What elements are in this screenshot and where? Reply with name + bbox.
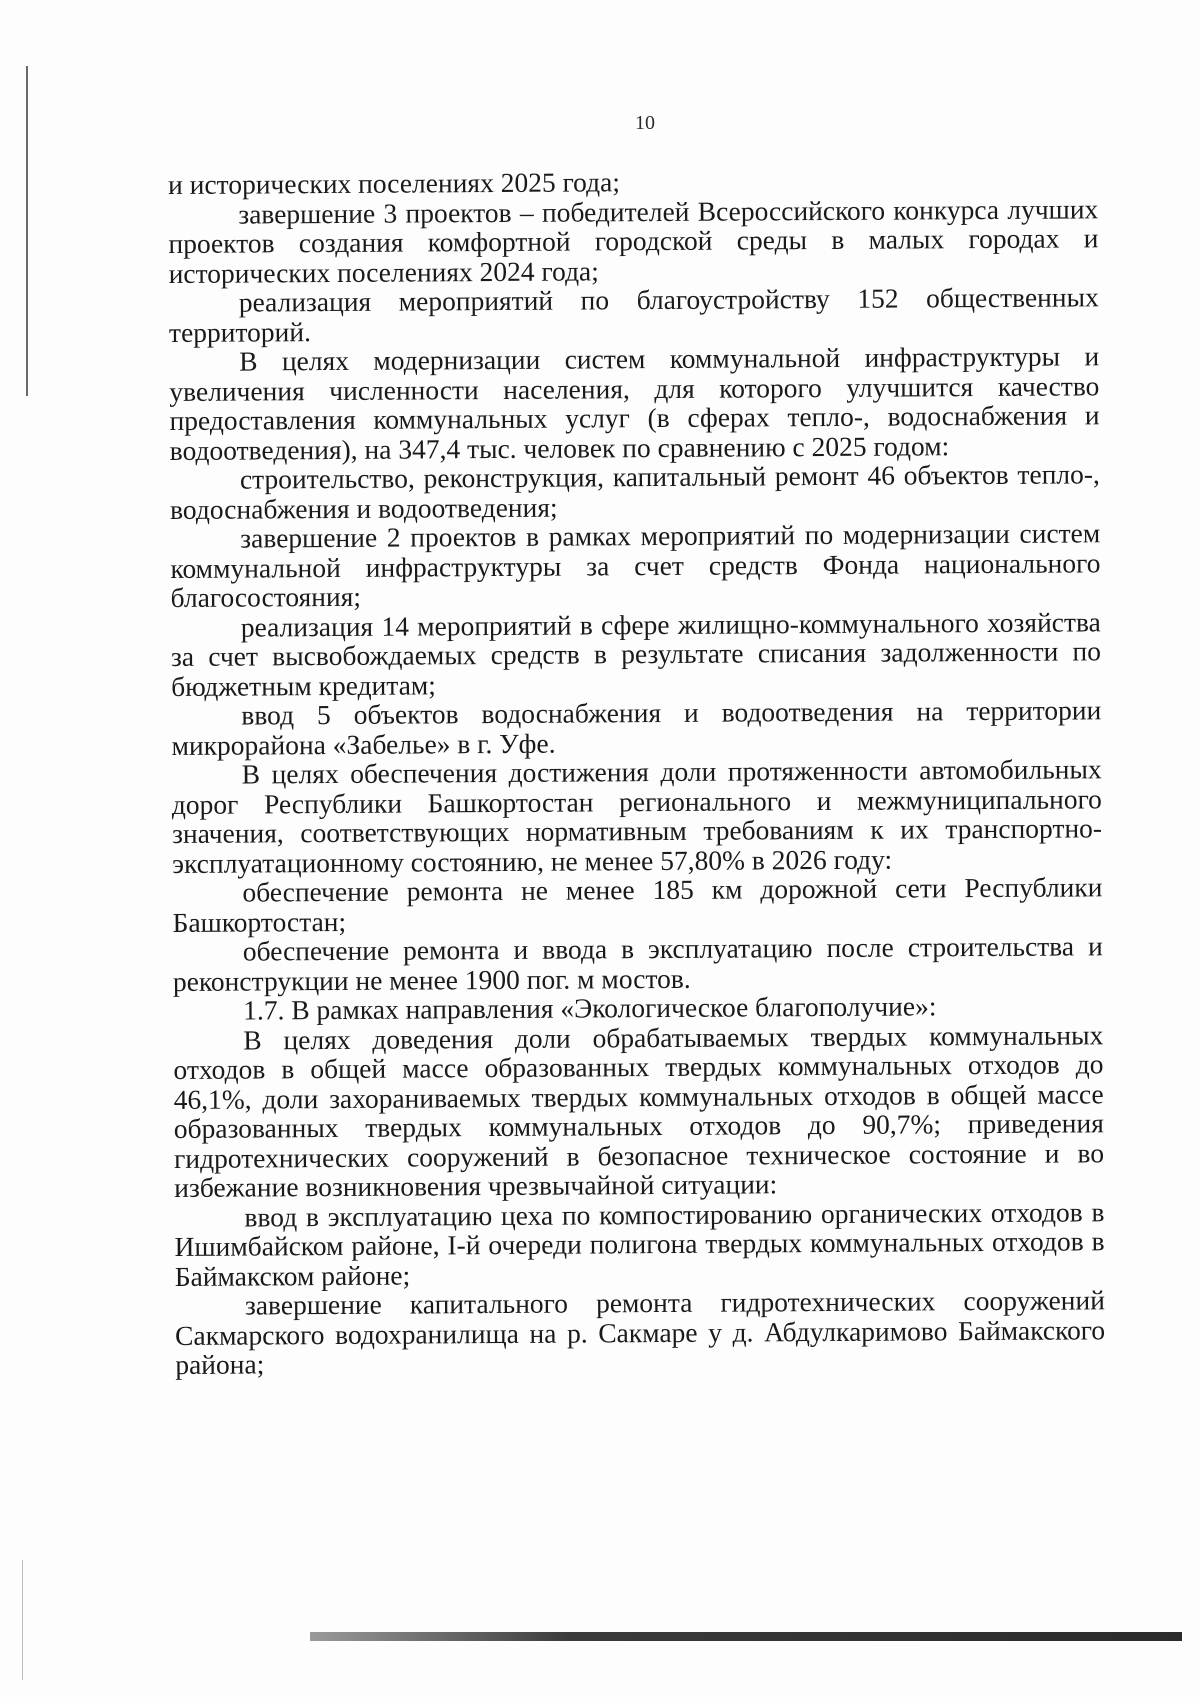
paragraph: и исторических поселениях 2025 года; bbox=[167, 166, 621, 200]
paragraph: завершение капитального ремонта гидротехнических сооружений Сакмарского водохранилища на р. Сакмаре у д. Абдулкаримово Баймакского района; bbox=[175, 1284, 1106, 1380]
paragraph: В целях доведения доли обрабатываемых твердых коммунальных отходов в общей массе образованных твердых коммунальных отходов до 46,1%, доли захораниваемых твердых коммунальных отходов в общей массе образованных твердых коммунальных отходов до 90,7%; приведения гидротехнических сооружений в безопасное техническое состояние и во избежание возникновения чрезвычайной ситуации: bbox=[173, 1018, 1105, 1203]
paragraph: завершение 2 проектов в рамках мероприятий по модернизации систем коммунальной инфраструктуры за счет средств Фонда национального благосостояния; bbox=[170, 517, 1101, 613]
section-heading: 1.7. В рамках направления «Экологическое благополучие»: bbox=[243, 990, 937, 1026]
paragraph: завершение 3 проектов – победителей Всероссийского конкурса лучших проектов создания комфортной городской среды в малых городах и исторических поселениях 2024 года; bbox=[168, 192, 1099, 289]
paragraph: ввод 5 объектов водоснабжения и водоотведения на территории микрорайона «Забелье» в г. Уфе. bbox=[171, 694, 1102, 761]
document-body bbox=[168, 164, 1105, 1379]
paragraph: В целях модернизации систем коммунальной инфраструктуры и увеличения численности населения, для которого улучшится качество предоставления коммунальных услуг (в сферах тепло-, водоснабжения и водоотведения), на 347,4 тыс. человек по сравнению с 2025 годом: bbox=[169, 340, 1100, 466]
scan-edge-mark-lower bbox=[22, 1560, 23, 1680]
paragraph: строительство, реконструкция, капитальный ремонт 46 объектов тепло-, водоснабжения и водоотведения; bbox=[169, 458, 1100, 525]
paragraph: реализация мероприятий по благоустройству 152 общественных территорий. bbox=[168, 281, 1099, 348]
page-number: 10 bbox=[635, 112, 655, 134]
paragraph: обеспечение ремонта и ввода в эксплуатацию после строительства и реконструкции не менее 1900 пог. м мостов. bbox=[172, 930, 1103, 997]
paragraph: В целях обеспечения достижения доли протяженности автомобильных дорог Республики Башкортостан регионального и межмуниципального значения, соответствующих нормативным требованиям к их транспортно-эксплуатационному состоянию, не менее 57,80% в 2026 году: bbox=[171, 753, 1103, 879]
paragraph: реализация 14 мероприятий в сфере жилищно-коммунального хозяйства за счет высвобождаемых средств в результате списания задолженности по бюджетным кредитам; bbox=[170, 605, 1102, 702]
paragraph: ввод в эксплуатацию цеха по компостированию органических отходов в Ишимбайском районе, I-й очереди полигона твердых коммунальных отходов в Баймакском районе; bbox=[174, 1195, 1105, 1292]
scan-bottom-bar bbox=[310, 1632, 1182, 1641]
paragraph: обеспечение ремонта не менее 185 км дорожной сети Республики Башкортостан; bbox=[172, 871, 1103, 938]
